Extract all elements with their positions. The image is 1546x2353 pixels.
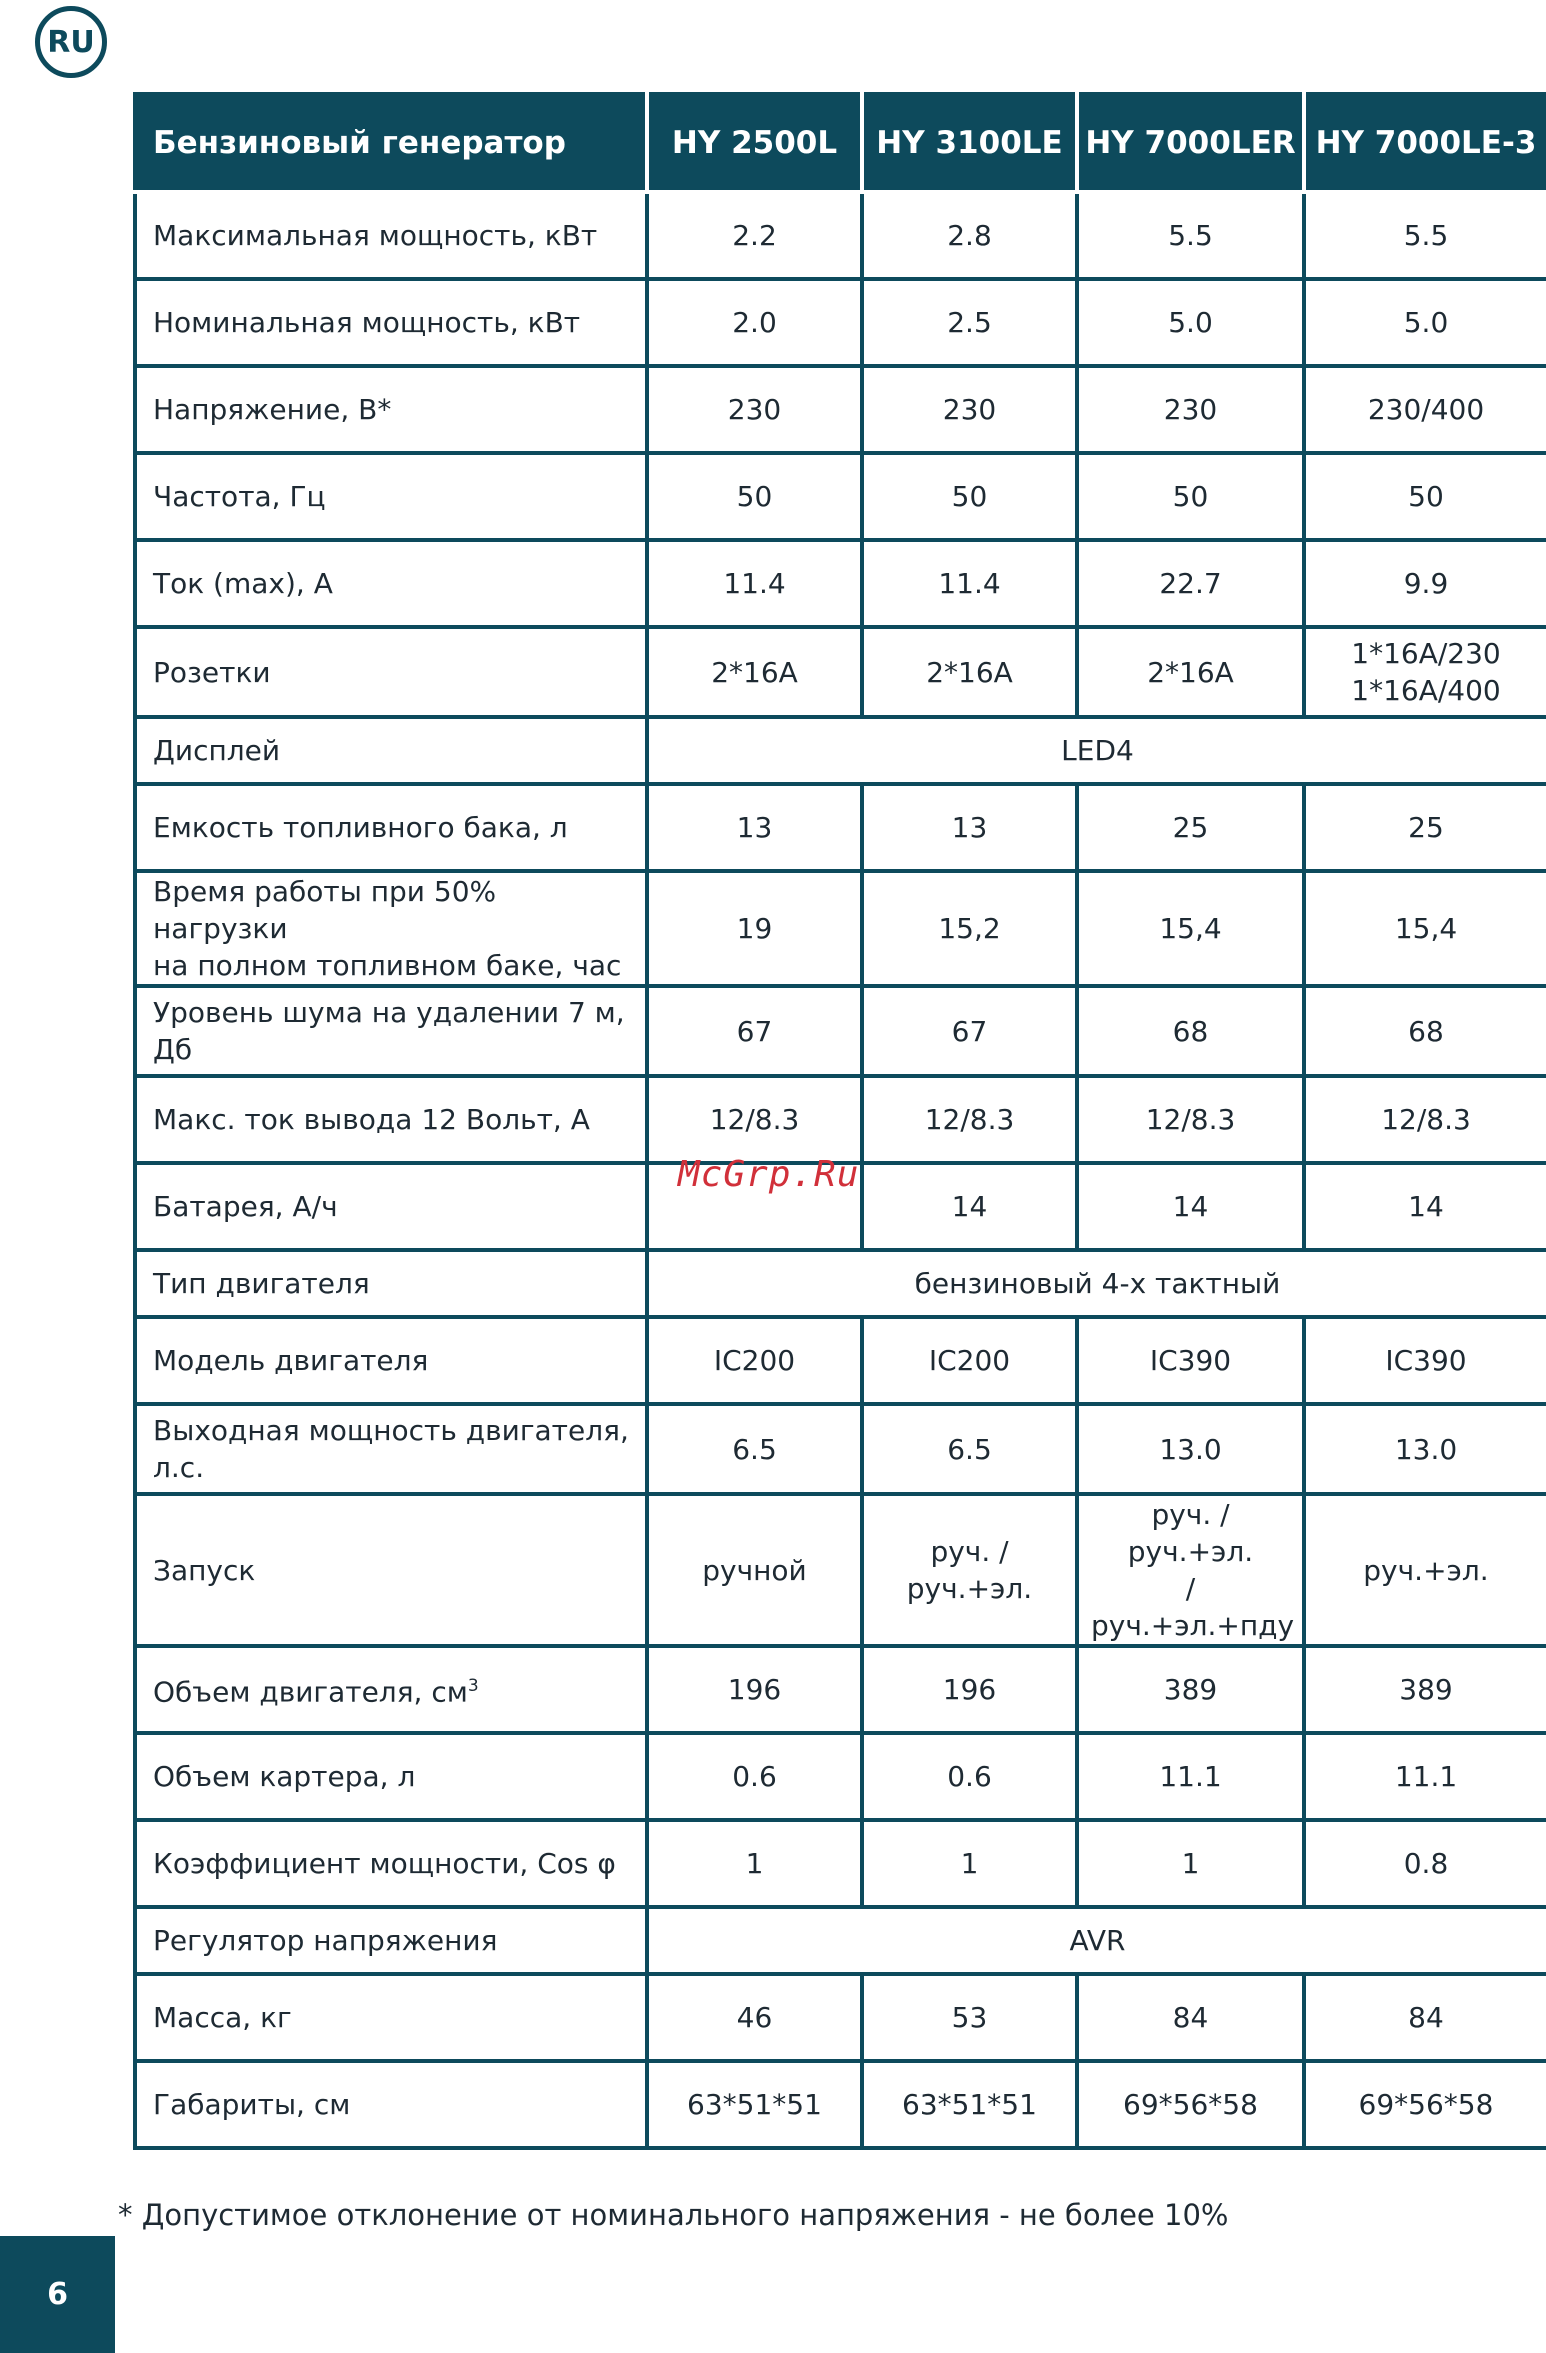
- row-label: Розетки: [135, 627, 647, 717]
- table-row: [135, 453, 1546, 540]
- table-row: [135, 540, 1546, 627]
- value-cell: 1*16A/230 1*16A/400: [1304, 627, 1546, 717]
- value-cell: 53: [862, 1974, 1077, 2061]
- value-cell: 63*51*51: [647, 2061, 862, 2148]
- row-label: Напряжение, В*: [135, 366, 647, 453]
- value-cell: 12/8.3: [862, 1076, 1077, 1163]
- value-cell: ручной: [647, 1494, 862, 1646]
- value-cell: 2.8: [862, 192, 1077, 279]
- value-cell: 67: [647, 986, 862, 1076]
- value-cell: 196: [862, 1646, 1077, 1733]
- spec-table: [133, 92, 1546, 2150]
- value-cell: 15,2: [862, 871, 1077, 986]
- row-label: Объем двигателя, $см^3$: [135, 1646, 647, 1733]
- table-row: [135, 279, 1546, 366]
- merged-value-cell: бензиновый 4-х тактный: [647, 1250, 1546, 1317]
- row-label: Тип двигателя: [135, 1250, 647, 1317]
- table-row: [135, 1646, 1546, 1733]
- value-cell: 50: [647, 453, 862, 540]
- row-label: Выходная мощность двигателя, л.с.: [135, 1404, 647, 1494]
- row-label: Дисплей: [135, 717, 647, 784]
- value-cell: руч. / руч.+эл.: [862, 1494, 1077, 1646]
- table-row: [135, 1820, 1546, 1907]
- header-cell: HY 3100LE: [862, 94, 1077, 192]
- table-row: [135, 366, 1546, 453]
- table-row: [135, 871, 1546, 986]
- value-cell: 68: [1304, 986, 1546, 1076]
- merged-value-cell: AVR: [647, 1907, 1546, 1974]
- value-cell: 2*16A: [647, 627, 862, 717]
- row-label: Номинальная мощность, кВт: [135, 279, 647, 366]
- unit-superscript: 3: [467, 1676, 479, 1697]
- value-cell: 389: [1077, 1646, 1304, 1733]
- value-cell: 2*16A: [862, 627, 1077, 717]
- table-row: [135, 1076, 1546, 1163]
- value-cell: 230/400: [1304, 366, 1546, 453]
- value-cell: IC390: [1304, 1317, 1546, 1404]
- value-cell: IC200: [647, 1317, 862, 1404]
- value-cell: 12/8.3: [647, 1076, 862, 1163]
- value-cell: 0.6: [862, 1733, 1077, 1820]
- value-cell: 230: [647, 366, 862, 453]
- value-cell: 25: [1304, 784, 1546, 871]
- value-cell: 11.4: [862, 540, 1077, 627]
- value-cell: 19: [647, 871, 862, 986]
- value-cell: 13: [647, 784, 862, 871]
- value-cell: 11.4: [647, 540, 862, 627]
- table-row: [135, 627, 1546, 717]
- value-cell: 6.5: [647, 1404, 862, 1494]
- row-label: Макс. ток вывода 12 Вольт, А: [135, 1076, 647, 1163]
- row-label: Батарея, А/ч: [135, 1163, 647, 1250]
- value-cell: 230: [862, 366, 1077, 453]
- row-label: Масса, кг: [135, 1974, 647, 2061]
- value-cell: 68: [1077, 986, 1304, 1076]
- value-cell: 50: [862, 453, 1077, 540]
- value-cell: 63*51*51: [862, 2061, 1077, 2148]
- table-row: [135, 1317, 1546, 1404]
- table-row: [135, 784, 1546, 871]
- value-cell: 50: [1077, 453, 1304, 540]
- value-cell: 5.0: [1077, 279, 1304, 366]
- row-label: Частота, Гц: [135, 453, 647, 540]
- value-cell: 1: [1077, 1820, 1304, 1907]
- value-cell: 13: [862, 784, 1077, 871]
- language-badge: RU: [35, 6, 107, 78]
- value-cell: 84: [1304, 1974, 1546, 2061]
- value-cell: 14: [1077, 1163, 1304, 1250]
- value-cell: IC200: [862, 1317, 1077, 1404]
- row-label: Емкость топливного бака, л: [135, 784, 647, 871]
- value-cell: 11.1: [1304, 1733, 1546, 1820]
- value-cell: 14: [862, 1163, 1077, 1250]
- row-label: Модель двигателя: [135, 1317, 647, 1404]
- header-cell: HY 7000LE-3: [1304, 94, 1546, 192]
- value-cell: 50: [1304, 453, 1546, 540]
- value-cell: 5.5: [1304, 192, 1546, 279]
- header-cell: HY 2500L: [647, 94, 862, 192]
- value-cell: 12/8.3: [1077, 1076, 1304, 1163]
- row-label: Уровень шума на удалении 7 м, Дб: [135, 986, 647, 1076]
- watermark: McGrp.Ru: [678, 1154, 860, 1195]
- table-row: [135, 1974, 1546, 2061]
- row-label: Ток (max), А: [135, 540, 647, 627]
- table-header-row: [135, 94, 1546, 192]
- row-label: Время работы при 50% нагрузки на полном топливном баке, час: [135, 871, 647, 986]
- merged-value-cell: LED4: [647, 717, 1546, 784]
- value-cell: 22.7: [1077, 540, 1304, 627]
- value-cell: 69*56*58: [1304, 2061, 1546, 2148]
- value-cell: 11.1: [1077, 1733, 1304, 1820]
- value-cell: 69*56*58: [1077, 2061, 1304, 2148]
- value-cell: 230: [1077, 366, 1304, 453]
- row-label: Регулятор напряжения: [135, 1907, 647, 1974]
- header-cell: HY 7000LER: [1077, 94, 1304, 192]
- value-cell: 1: [862, 1820, 1077, 1907]
- header-cell: Бензиновый генератор: [135, 94, 647, 192]
- value-cell: 1: [647, 1820, 862, 1907]
- row-label: Запуск: [135, 1494, 647, 1646]
- table-row: [135, 986, 1546, 1076]
- value-cell: 14: [1304, 1163, 1546, 1250]
- page-number: 6: [0, 2236, 115, 2353]
- value-cell: 84: [1077, 1974, 1304, 2061]
- value-cell: руч.+эл.: [1304, 1494, 1546, 1646]
- value-cell: 0.6: [647, 1733, 862, 1820]
- value-cell: руч. / руч.+эл. / руч.+эл.+пду: [1077, 1494, 1304, 1646]
- value-cell: 15,4: [1304, 871, 1546, 986]
- footnote: * Допустимое отклонение от номинального напряжения - не более 10%: [118, 2198, 1229, 2232]
- value-cell: 67: [862, 986, 1077, 1076]
- value-cell: 13.0: [1077, 1404, 1304, 1494]
- value-cell: 9.9: [1304, 540, 1546, 627]
- value-cell: 13.0: [1304, 1404, 1546, 1494]
- value-cell: 25: [1077, 784, 1304, 871]
- table-row: [135, 1733, 1546, 1820]
- value-cell: 2.0: [647, 279, 862, 366]
- value-cell: 2*16A: [1077, 627, 1304, 717]
- value-cell: 46: [647, 1974, 862, 2061]
- row-label: Габариты, см: [135, 2061, 647, 2148]
- table-row: [135, 1494, 1546, 1646]
- value-cell: 15,4: [1077, 871, 1304, 986]
- value-cell: 6.5: [862, 1404, 1077, 1494]
- value-cell: 12/8.3: [1304, 1076, 1546, 1163]
- value-cell: 2.2: [647, 192, 862, 279]
- row-label: Объем картера, л: [135, 1733, 647, 1820]
- table-row: [135, 1250, 1546, 1317]
- value-cell: 0.8: [1304, 1820, 1546, 1907]
- table-row: [135, 1907, 1546, 1974]
- value-cell: 5.5: [1077, 192, 1304, 279]
- value-cell: 196: [647, 1646, 862, 1733]
- table-row: [135, 192, 1546, 279]
- value-cell: 5.0: [1304, 279, 1546, 366]
- table-row: [135, 717, 1546, 784]
- value-cell: 389: [1304, 1646, 1546, 1733]
- row-label: Коэффициент мощности, Cos φ: [135, 1820, 647, 1907]
- table-row: [135, 1404, 1546, 1494]
- value-cell: IC390: [1077, 1317, 1304, 1404]
- row-label: Максимальная мощность, кВт: [135, 192, 647, 279]
- value-cell: 2.5: [862, 279, 1077, 366]
- table-row: [135, 2061, 1546, 2148]
